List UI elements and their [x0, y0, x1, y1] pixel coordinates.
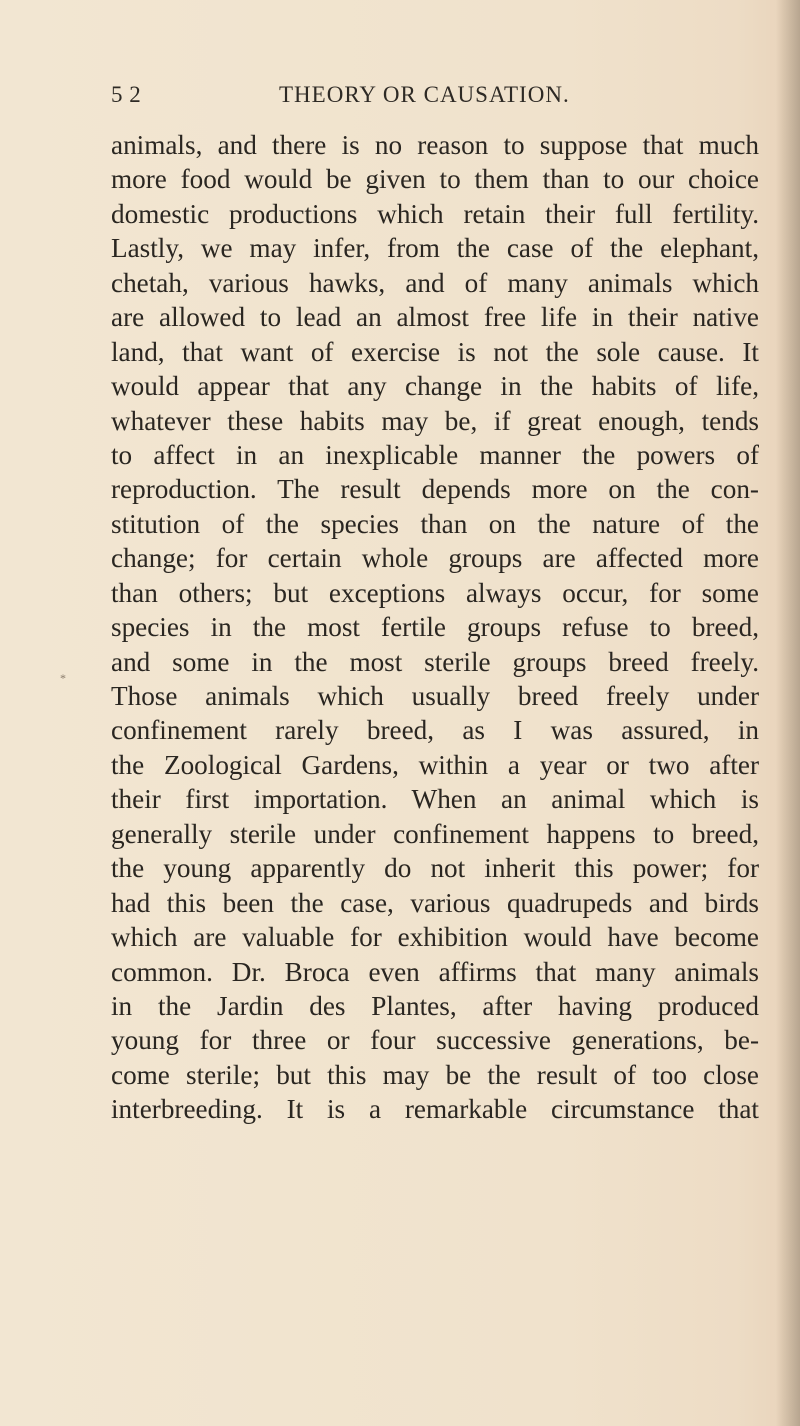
text-line: than others; but exceptions always occur, for some — [111, 577, 759, 608]
text-line: come sterile; but this may be the result of too close — [111, 1059, 759, 1090]
text-line: reproduction. The result depends more on the con- — [111, 474, 759, 505]
text-line: would appear that any change in the habits of life, — [111, 371, 759, 402]
text-line: generally sterile under confinement happens to breed, — [111, 818, 759, 849]
text-line: to affect in an inexplicable manner the powers of — [111, 439, 759, 470]
body-text — [111, 128, 759, 1127]
text-line: animals, and there is no reason to suppose that much — [111, 130, 759, 160]
text-line: had this been the case, various quadrupeds and birds — [111, 887, 759, 918]
running-title: THEORY OR CAUSATION. — [279, 82, 570, 107]
text-line: more food would be given to them than to our choice — [111, 164, 759, 195]
text-line: their first importation. When an animal which is — [111, 784, 759, 815]
text-line: which are valuable for exhibition would have become — [111, 922, 759, 953]
text-line: and some in the most sterile groups breed freely. — [111, 646, 759, 677]
text-line: confinement rarely breed, as I was assured, in — [111, 715, 759, 746]
text-line: whatever these habits may be, if great enough, tends — [111, 405, 759, 436]
text-line: the Zoological Gardens, within a year or two after — [111, 749, 759, 780]
text-line: in the Jardin des Plantes, after having produced — [111, 990, 759, 1021]
text-line: are allowed to lead an almost free life in their native — [111, 302, 759, 333]
text-line: the young apparently do not inherit this power; for — [111, 853, 759, 884]
text-line: chetah, various hawks, and of many animals which — [111, 267, 759, 298]
running-head — [111, 82, 754, 112]
text-line: domestic productions which retain their full fertility. — [111, 198, 759, 229]
text-line: stitution of the species than on the nature of the — [111, 508, 759, 539]
text-line: young for three or four successive generations, be- — [111, 1025, 759, 1056]
margin-mark: * — [60, 671, 66, 685]
text-line: change; for certain whole groups are affected more — [111, 543, 759, 574]
text-line: Those animals which usually breed freely under — [111, 681, 759, 711]
page-number: 5 2 — [111, 82, 142, 107]
text-line: common. Dr. Broca even affirms that many animals — [111, 956, 759, 987]
text-line: land, that want of exercise is not the sole cause. It — [111, 336, 759, 367]
page-edge-shadow — [776, 0, 800, 1426]
text-line: species in the most fertile groups refuse to breed, — [111, 612, 759, 643]
text-line: Lastly, we may infer, from the case of the elephant, — [111, 233, 759, 264]
text-line: interbreeding. It is a remarkable circumstance that — [111, 1094, 759, 1125]
